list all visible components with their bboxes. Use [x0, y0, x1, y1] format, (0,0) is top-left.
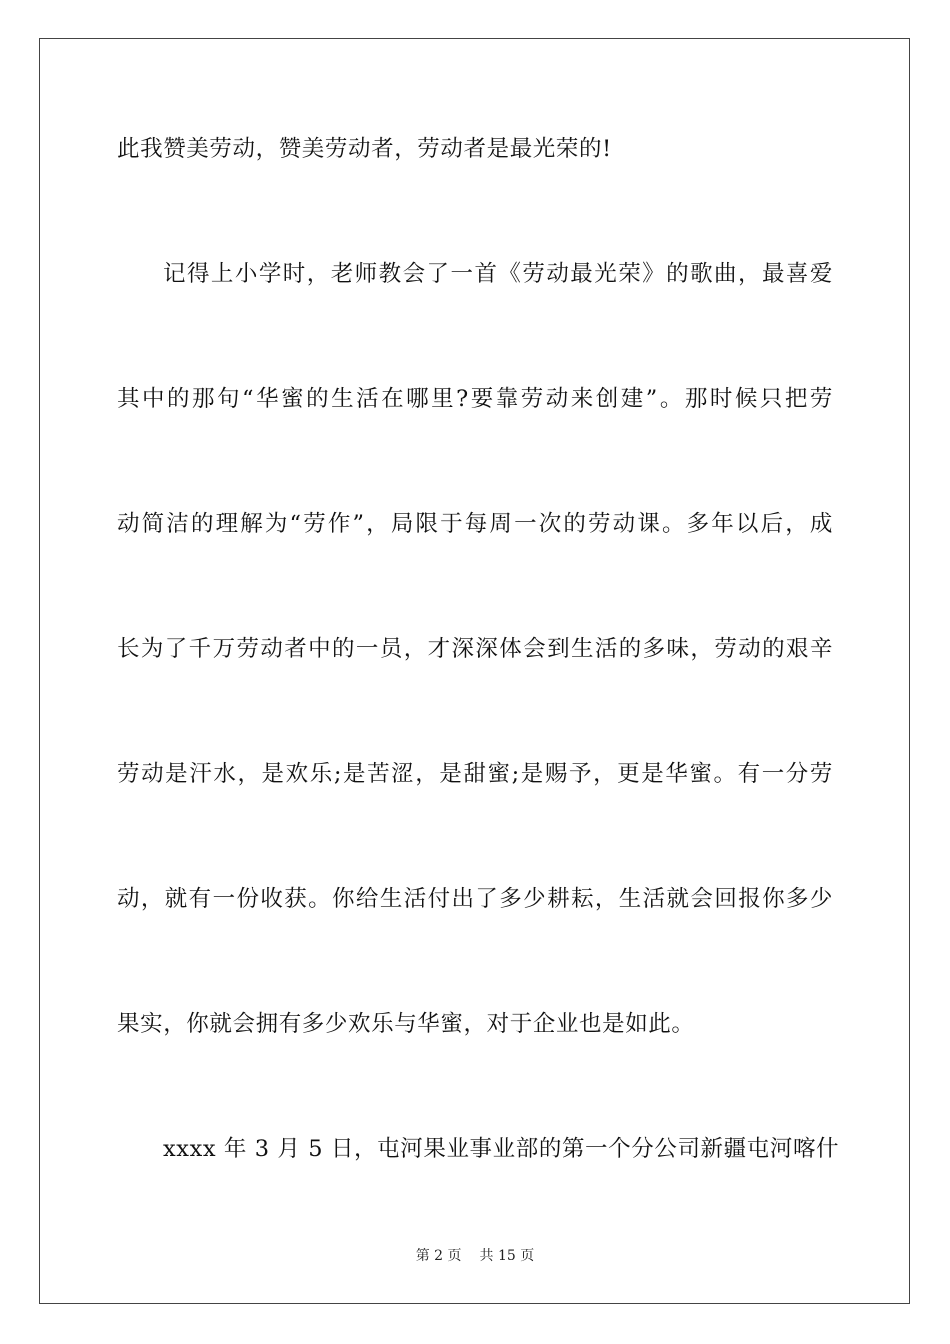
text-line: 此我赞美劳动，赞美劳动者，劳动者是最光荣的!: [117, 136, 612, 162]
text-line: 劳动是汗水，是欢乐;是苦涩，是甜蜜;是赐予，更是华蜜。有一分劳: [117, 761, 833, 787]
text-line: 果实，你就会拥有多少欢乐与华蜜，对于企业也是如此。: [117, 1011, 695, 1037]
text-line: 长为了千万劳动者中的一员，才深深体会到生活的多味，劳动的艰辛: [117, 636, 833, 662]
text-line: 动，就有一份收获。你给生活付出了多少耕耘，生活就会回报你多少: [117, 886, 833, 912]
paragraph-first-line: 记得上小学时，老师教会了一首《劳动最光荣》的歌曲，最喜爱: [163, 261, 833, 287]
text-line: 动简洁的理解为“劳作”，局限于每周一次的劳动课。多年以后，成: [117, 511, 833, 537]
page-frame: [39, 38, 910, 1304]
text-line: 其中的那句“华蜜的生活在哪里?要靠劳动来创建”。那时候只把劳: [117, 386, 833, 412]
page-footer: [0, 1246, 950, 1266]
page-number: 第 2 页: [415, 1248, 462, 1264]
page-total: 共 15 页: [479, 1248, 535, 1264]
paragraph-first-line: xxxx 年 3 月 5 日，屯河果业事业部的第一个分公司新疆屯河喀什: [163, 1136, 840, 1162]
